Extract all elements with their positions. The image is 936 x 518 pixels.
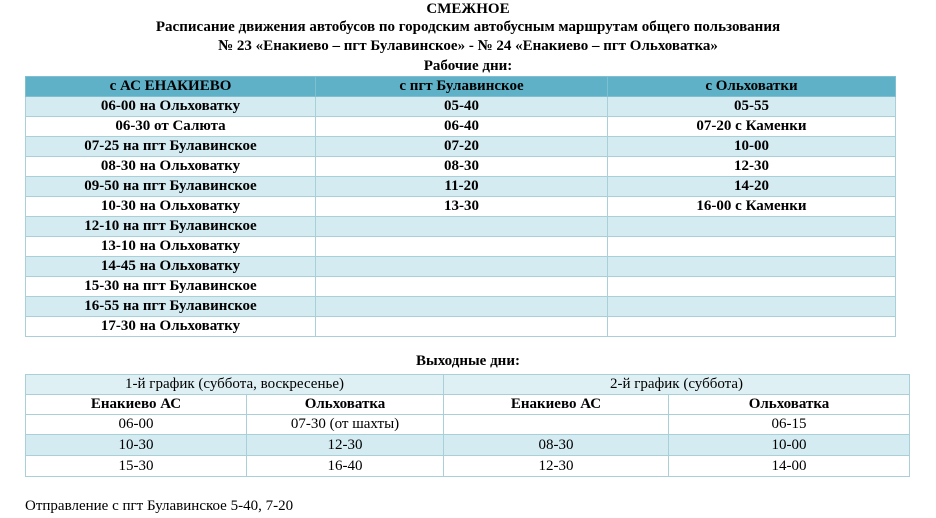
table-cell: 16-00 с Каменки [608,197,896,217]
table-cell: 12-10 на пгт Булавинское [26,217,316,237]
table-row [26,456,910,477]
table-cell: 12-30 [444,456,669,477]
table-cell: 05-55 [608,97,896,117]
column-header: с Ольховатки [608,77,896,97]
table-cell: 06-00 [26,415,247,435]
table-row [26,435,910,456]
weekend-title: Выходные дни: [416,353,520,369]
workdays-header-row [26,77,896,97]
table-row [26,197,896,217]
table-cell [316,237,608,257]
route-names: № 23 «Енакиево – пгт Булавинское» - № 24 «Енакиево – пгт Ольховатка» [218,38,718,54]
table-cell: 14-45 на Ольховатку [26,257,316,277]
table-cell: 06-40 [316,117,608,137]
table-cell: 07-25 на пгт Булавинское [26,137,316,157]
table-row [26,177,896,197]
table-cell: 06-00 на Ольховатку [26,97,316,117]
table-row [26,257,896,277]
table-cell [608,277,896,297]
table-row [26,97,896,117]
workdays-title: Рабочие дни: [423,58,513,74]
table-cell: 08-30 на Ольховатку [26,157,316,177]
table-cell [608,297,896,317]
table-cell: 06-30 от Салюта [26,117,316,137]
table-cell [608,317,896,337]
table-cell: 08-30 [316,157,608,177]
table-row [26,217,896,237]
column-header: Ольховатка [247,395,444,415]
departure-note: Отправление с пгт Булавинское 5-40, 7-20 [25,498,294,514]
table-row [26,277,896,297]
table-cell: 07-30 (от шахты) [247,415,444,435]
table-row [26,415,910,435]
table-cell: 13-10 на Ольховатку [26,237,316,257]
table-cell [316,317,608,337]
table-cell: 13-30 [316,197,608,217]
table-cell: 10-30 на Ольховатку [26,197,316,217]
doc-subtitle: Расписание движения автобусов по городским автобусным маршрутам общего пользования [155,19,781,35]
table-cell: 06-15 [669,415,910,435]
table-cell: 17-30 на Ольховатку [26,317,316,337]
workdays-table [25,76,896,337]
table-cell [608,257,896,277]
table-cell [444,415,669,435]
table-cell: 15-30 [26,456,247,477]
table-cell: 10-00 [669,435,910,456]
table-row [26,237,896,257]
table-row [26,297,896,317]
table-row [26,157,896,177]
doc-title: СМЕЖНОЕ [426,1,510,17]
table-row [26,137,896,157]
table-cell [608,237,896,257]
table-cell: 10-00 [608,137,896,157]
table-cell: 14-00 [669,456,910,477]
column-header: Енакиево АС [444,395,669,415]
schedule-1-label: 1-й график (суббота, воскресенье) [26,375,444,395]
table-row [26,117,896,137]
table-cell [316,257,608,277]
schedule-row [26,375,910,395]
table-cell: 07-20 [316,137,608,157]
schedule-2-label: 2-й график (суббота) [444,375,910,395]
column-header: с АС ЕНАКИЕВО [26,77,316,97]
table-cell: 15-30 на пгт Булавинское [26,277,316,297]
table-cell: 12-30 [247,435,444,456]
table-cell: 05-40 [316,97,608,117]
column-header: Ольховатка [669,395,910,415]
table-cell [316,217,608,237]
table-cell [316,277,608,297]
table-cell [608,217,896,237]
weekend-header-row [26,395,910,415]
table-cell: 12-30 [608,157,896,177]
column-header: Енакиево АС [26,395,247,415]
table-cell: 16-55 на пгт Булавинское [26,297,316,317]
table-cell: 14-20 [608,177,896,197]
table-cell: 11-20 [316,177,608,197]
table-cell [316,297,608,317]
table-row [26,317,896,337]
table-cell: 08-30 [444,435,669,456]
column-header: с пгт Булавинское [316,77,608,97]
table-cell: 09-50 на пгт Булавинское [26,177,316,197]
table-cell: 10-30 [26,435,247,456]
table-cell: 16-40 [247,456,444,477]
weekend-table [25,374,910,477]
table-cell: 07-20 с Каменки [608,117,896,137]
